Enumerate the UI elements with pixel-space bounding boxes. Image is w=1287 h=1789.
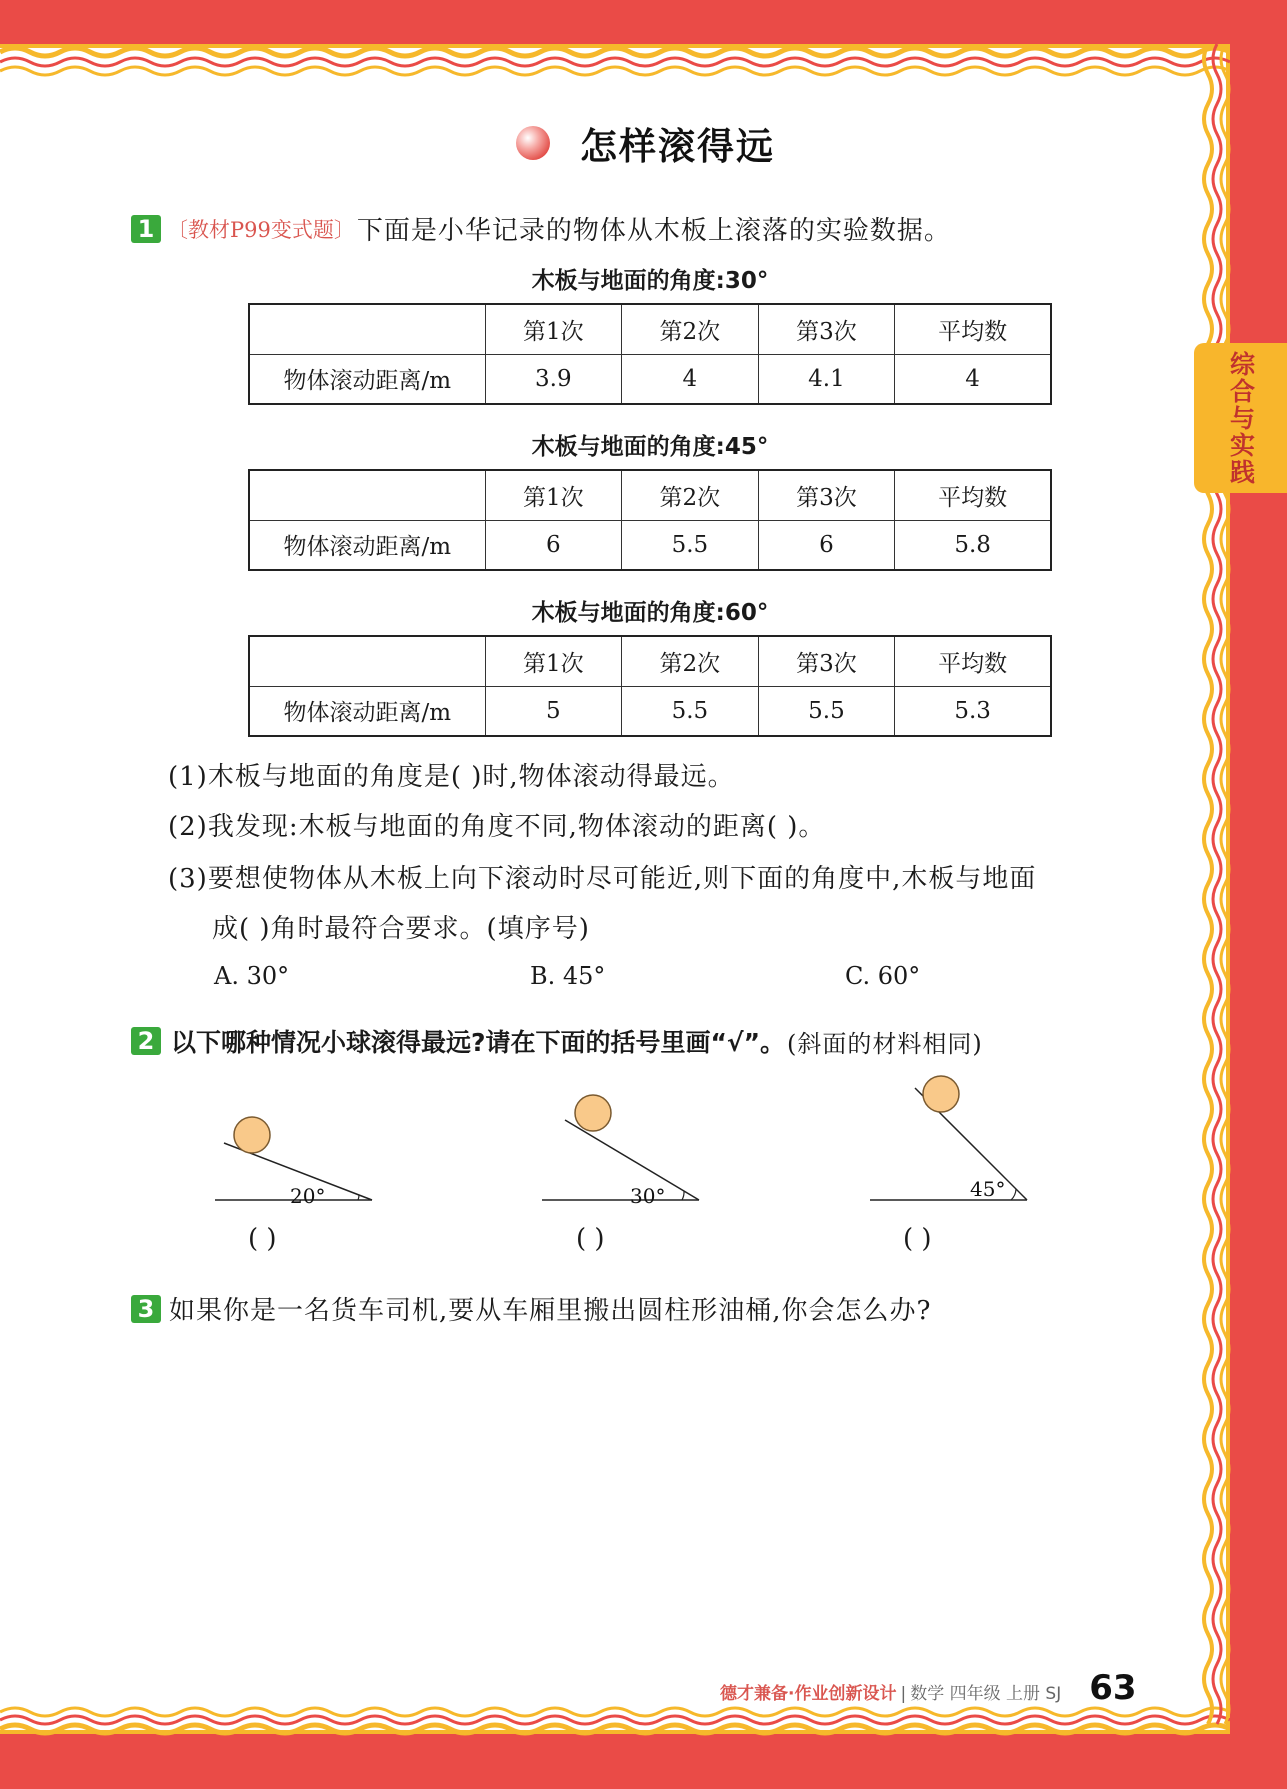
table-header-cell: 第2次 [622, 470, 759, 520]
question-1-text: 下面是小华记录的物体从木板上滚落的实验数据。 [356, 216, 951, 246]
table-header-cell: 平均数 [895, 304, 1051, 354]
angle-label-30: 30° [630, 1184, 666, 1208]
table-cell [249, 636, 485, 686]
footer-info: 数学 四年级 上册 SJ [910, 1684, 1062, 1704]
option-c: C. 60° [845, 962, 921, 990]
table-cell: 5.5 [622, 686, 759, 736]
wavy-border-bottom [0, 1704, 1230, 1738]
question-2-text: 以下哪种情况小球滚得最远?请在下面的括号里画“√”。 [171, 1028, 786, 1057]
page-title: 怎样滚得远 [580, 125, 775, 168]
table-cell [249, 304, 485, 354]
question-1-source-tag: 〔教材P99变式题〕 [167, 217, 355, 242]
ramp-diagram-20 [200, 1075, 380, 1210]
question-1 [131, 210, 951, 247]
table-1-caption: 木板与地面的角度:30° [531, 268, 769, 294]
table-header-cell: 平均数 [895, 470, 1051, 520]
footer-separator: | [900, 1684, 907, 1704]
table-cell: 3.9 [485, 354, 622, 404]
question-1-sub-2: (2)我发现:木板与地面的角度不同,物体滚动的距离( )。 [168, 812, 826, 842]
option-b: B. 45° [530, 962, 606, 990]
section-side-tab [1194, 343, 1287, 493]
table-header-cell: 第3次 [758, 636, 895, 686]
table-header-cell: 第2次 [622, 636, 759, 686]
table-row-label: 物体滚动距离/m [249, 520, 485, 570]
table-row [249, 470, 1051, 520]
option-a: A. 30° [214, 962, 290, 990]
question-2-note: (斜面的材料相同) [787, 1029, 983, 1058]
table-header-cell: 平均数 [895, 636, 1051, 686]
question-1-sub-1: (1)木板与地面的角度是( )时,物体滚动得最远。 [168, 762, 735, 792]
ramp-diagram-30 [527, 1075, 707, 1210]
table-cell: 5.5 [758, 686, 895, 736]
table-header-cell: 第3次 [758, 304, 895, 354]
table-cell: 4 [622, 354, 759, 404]
angle-label-45: 45° [970, 1177, 1006, 1201]
table-3 [248, 635, 1052, 737]
table-2-caption: 木板与地面的角度:45° [531, 434, 769, 460]
table-header-cell: 第3次 [758, 470, 895, 520]
table-cell: 4 [895, 354, 1051, 404]
table-1 [248, 303, 1052, 405]
table-cell: 6 [485, 520, 622, 570]
table-header-cell: 第1次 [485, 304, 622, 354]
table-cell: 5 [485, 686, 622, 736]
question-3-text: 如果你是一名货车司机,要从车厢里搬出圆柱形油桶,你会怎么办? [169, 1296, 932, 1326]
table-cell [249, 470, 485, 520]
question-2 [131, 1023, 983, 1059]
question-1-number: 1 [131, 215, 161, 243]
footer [720, 1668, 1137, 1708]
table-row [249, 354, 1051, 404]
footer-brand: 德才兼备·作业创新设计 [720, 1684, 897, 1704]
table-2 [248, 469, 1052, 571]
table-cell: 4.1 [758, 354, 895, 404]
angle-label-20: 20° [290, 1184, 326, 1208]
wavy-border-top [0, 44, 1230, 84]
table-cell: 5.5 [622, 520, 759, 570]
title-bullet-icon [516, 126, 550, 160]
question-3-number: 3 [131, 1295, 161, 1323]
table-header-cell: 第1次 [485, 470, 622, 520]
section-side-tab-label: 综合与实践 [1226, 350, 1256, 486]
table-cell: 5.3 [895, 686, 1051, 736]
table-row-label: 物体滚动距离/m [249, 686, 485, 736]
wavy-border-right [1198, 44, 1232, 1734]
question-1-sub-3-line-1: (3)要想使物体从木板上向下滚动时尽可能近,则下面的角度中,木板与地面 [168, 864, 1037, 894]
table-row [249, 686, 1051, 736]
question-3 [131, 1290, 931, 1327]
table-row-label: 物体滚动距离/m [249, 354, 485, 404]
table-cell: 5.8 [895, 520, 1051, 570]
table-row [249, 520, 1051, 570]
title-wrap [516, 118, 775, 168]
table-row [249, 636, 1051, 686]
question-2-number: 2 [131, 1027, 161, 1055]
table-header-cell: 第2次 [622, 304, 759, 354]
table-header-cell: 第1次 [485, 636, 622, 686]
page-number: 63 [1089, 1668, 1137, 1708]
answer-paren-2[interactable]: ( ) [576, 1224, 605, 1254]
table-3-caption: 木板与地面的角度:60° [531, 600, 769, 626]
answer-paren-3[interactable]: ( ) [903, 1224, 932, 1254]
table-row [249, 304, 1051, 354]
answer-paren-1[interactable]: ( ) [248, 1224, 277, 1254]
ramp-diagram-45 [855, 1068, 1035, 1210]
question-1-sub-3-line-2: 成( )角时最符合要求。(填序号) [212, 914, 590, 944]
table-cell: 6 [758, 520, 895, 570]
